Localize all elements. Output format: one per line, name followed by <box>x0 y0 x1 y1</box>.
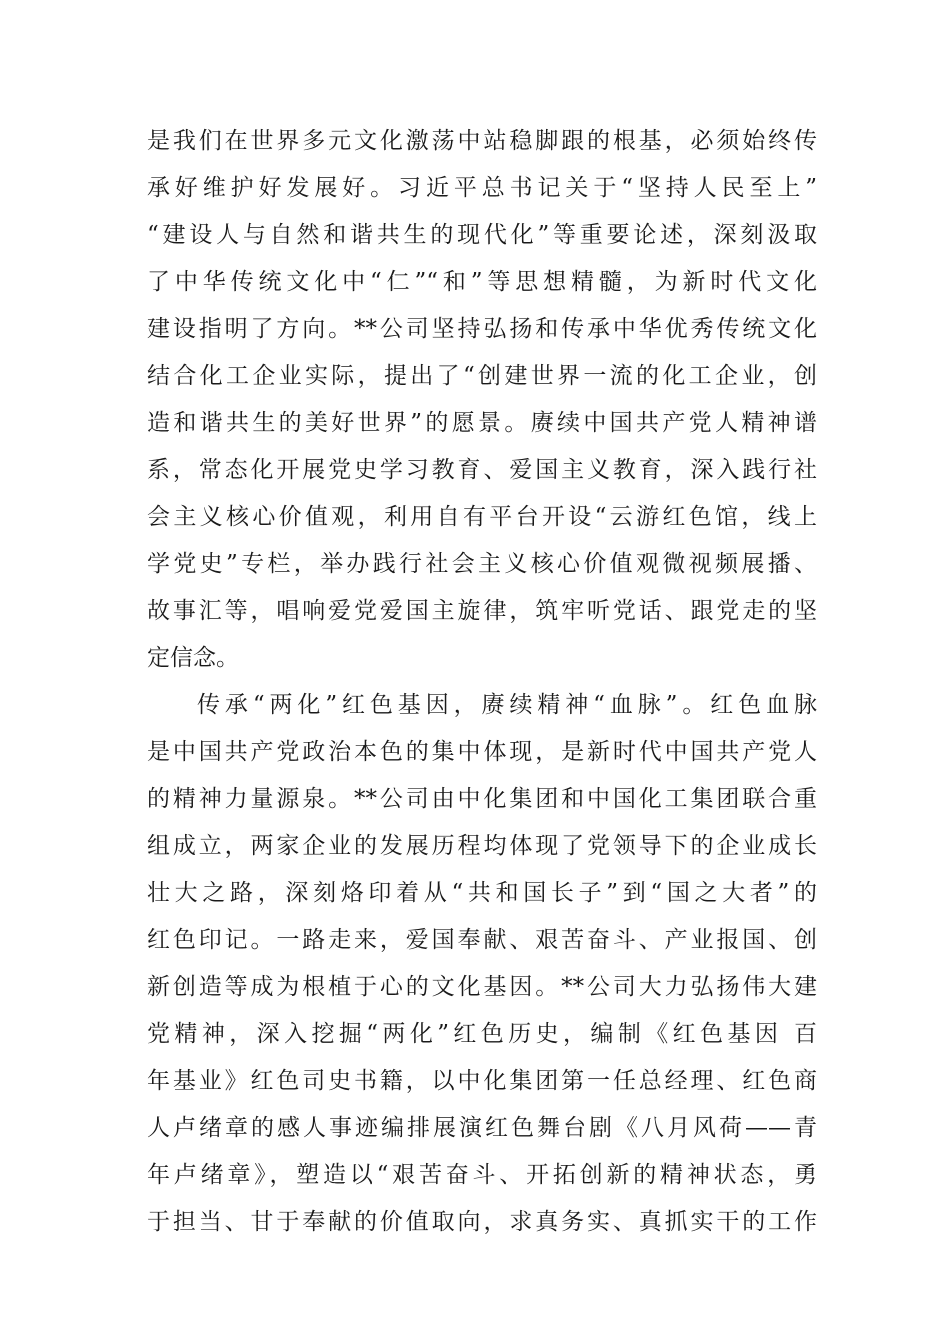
text-line: 承好维护好发展好。习近平总书记关于“坚持人民至上” <box>147 175 817 201</box>
text-line: 人卢绪章的感人事迹编排展演红色舞台剧《八月风荷——青 <box>147 1115 817 1141</box>
text-line: 系，常态化开展党史学习教育、爱国主义教育，深入践行社 <box>147 457 817 483</box>
text-line: 的精神力量源泉。**公司由中化集团和中国化工集团联合重 <box>147 786 817 812</box>
text-line: 定信念。 <box>147 645 239 671</box>
paragraph-1 <box>147 118 817 682</box>
paragraph-2 <box>147 682 817 1246</box>
text-line: 年卢绪章》，塑造以“艰苦奋斗、开拓创新的精神状态，勇 <box>147 1162 817 1188</box>
text-line: 是我们在世界多元文化激荡中站稳脚跟的根基，必须始终传 <box>147 128 817 154</box>
text-line: 故事汇等，唱响爱党爱国主旋律，筑牢听党话、跟党走的坚 <box>147 598 817 624</box>
text-line: 结合化工企业实际，提出了“创建世界一流的化工企业，创 <box>147 363 817 389</box>
text-line: 于担当、甘于奉献的价值取向，求真务实、真抓实干的工作 <box>147 1209 817 1235</box>
text-line: 传承“两化”红色基因，赓续精神“血脉”。红色血脉 <box>197 692 817 718</box>
text-line: 建设指明了方向。**公司坚持弘扬和传承中华优秀传统文化 <box>147 316 817 342</box>
text-line: 壮大之路，深刻烙印着从“共和国长子”到“国之大者”的 <box>147 880 817 906</box>
text-line: “建设人与自然和谐共生的现代化”等重要论述，深刻汲取 <box>147 222 817 248</box>
text-line: 年基业》红色司史书籍，以中化集团第一任总经理、红色商 <box>147 1068 817 1094</box>
text-line: 学党史”专栏，举办践行社会主义核心价值观微视频展播、 <box>147 551 817 577</box>
text-line: 了中华传统文化中“仁”“和”等思想精髓，为新时代文化 <box>147 269 817 295</box>
text-line: 组成立，两家企业的发展历程均体现了党领导下的企业成长 <box>147 833 817 859</box>
text-line: 是中国共产党政治本色的集中体现，是新时代中国共产党人 <box>147 739 817 765</box>
text-line: 造和谐共生的美好世界”的愿景。赓续中国共产党人精神谱 <box>147 410 817 436</box>
text-line: 会主义核心价值观，利用自有平台开设“云游红色馆，线上 <box>147 504 817 530</box>
text-line: 新创造等成为根植于心的文化基因。**公司大力弘扬伟大建 <box>147 974 817 1000</box>
text-line: 党精神，深入挖掘“两化”红色历史，编制《红色基因 百 <box>147 1021 817 1047</box>
document-body <box>147 118 817 1246</box>
text-line: 红色印记。一路走来，爱国奉献、艰苦奋斗、产业报国、创 <box>147 927 817 953</box>
